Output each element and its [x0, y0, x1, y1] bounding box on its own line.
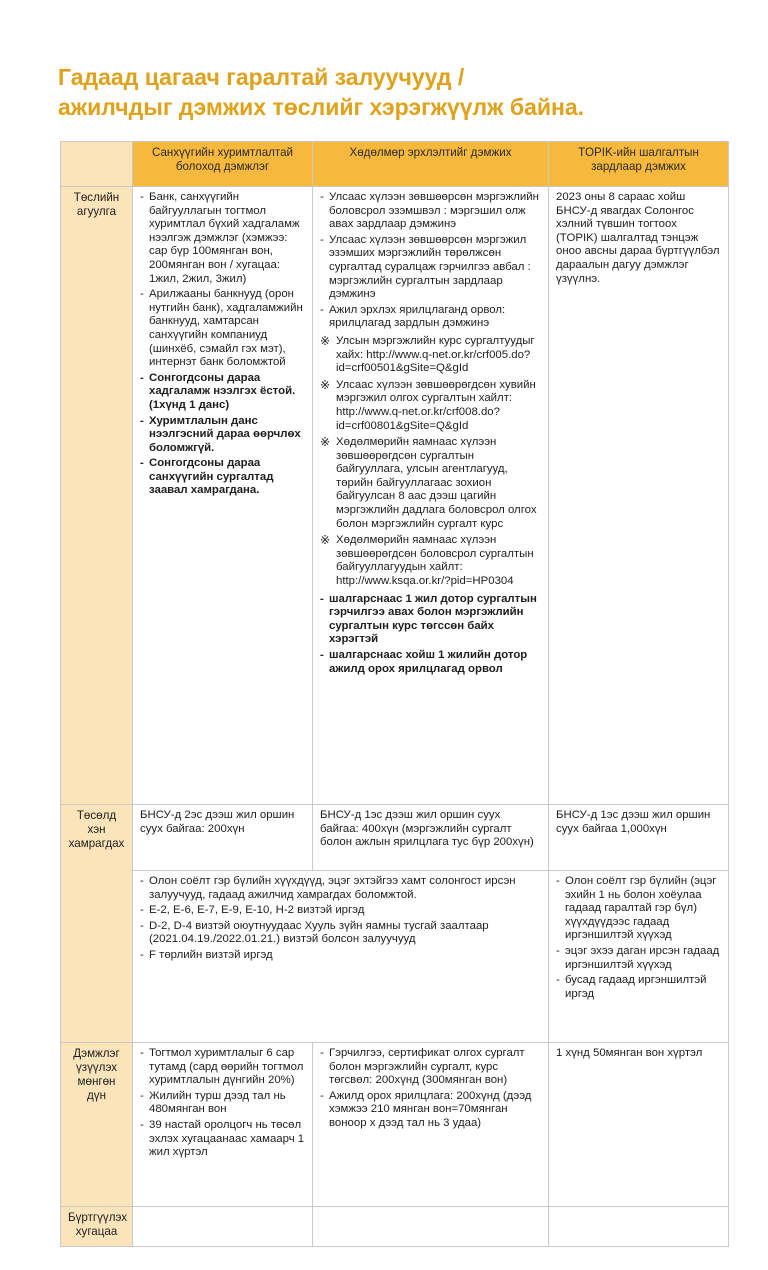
cell-amount-topik: 1 хүнд 50мянган вон хүртэл [549, 1043, 729, 1207]
cell-target-common [133, 871, 549, 1043]
row-quota [61, 805, 729, 871]
cell-content-employment [313, 187, 549, 805]
column-header-topik: TOPIK-ийн шалгалтын зардлаар дэмжих [549, 142, 729, 187]
target-topik-item: - Олон соёлт гэр бүлийн (эцэг эхийн 1 нь болон хоёулаа гадаад гаралтай гэр бүл) хүүхдүүдээс гадаад иргэншилтэй хүүхэд [556, 875, 721, 943]
amount-employment-item: - Ажилд орох ярилцлага: 200хүнд (дээд хэмжээ 210 мянган вон=70мянган воноор х дээд тал нь 3 удаа) [320, 1090, 541, 1131]
employment-conditions [320, 593, 541, 677]
cell-amount-employment [313, 1043, 549, 1207]
row-registration [61, 1207, 729, 1247]
row-label-target: Төсөлд хэн хамрагдах [61, 805, 133, 1043]
cell-registration-topik [549, 1207, 729, 1247]
info-table [60, 141, 729, 1247]
savings-item: - Хуримтлалын данс нээлгэсний дараа өөрчлөх боломжгүй. [140, 415, 305, 456]
cell-content-topik [549, 187, 729, 805]
topik-content-text: 2023 оны 8 сараас хойш БНСУ-д явагдах Солонгос хэлний түвшин тогтоох (TOPIK) шалгалтад тэнцэж оноо авсны дараа бүртгүүлбэл дараалын дагуу дэмжлэг үзүүлнэ. [556, 191, 720, 285]
employment-item: - Улсаас хүлээн зөвшөөрсөн мэргэжлийн боловсрол эзэмшвэл : мэргэшил олж авах зардлаар дэмжинэ [320, 191, 541, 232]
employment-condition: - шалгарснаас хойш 1 жилийн дотор ажилд орох ярилцлагад орвол [320, 649, 541, 676]
employment-item: - Ажил эрхлэх ярилцлаганд орвол: ярилцлагад зардлын дэмжинэ [320, 304, 541, 331]
savings-list [140, 191, 305, 498]
page-title [58, 62, 748, 122]
target-item: - E-2, E-6, E-7, E-9, E-10, H-2 визтэй иргэд [140, 904, 541, 918]
target-item: - D-2, D-4 визтэй оюутнуудаас Хууль зүйн яамны тусгай заалтаар (2021.04.19./2022.01.21.) визтэй болсон залуучууд [140, 920, 541, 947]
employment-item: - Улсаас хүлээн зөвшөөрсөн мэргэжил эзэмших мэргэжлийн төрөлжсөн сургалтад суралцаж гэрчилгээ авбал : мэргэжлийн сургалтын зардлаар дэмжинэ [320, 234, 541, 302]
cell-registration-savings [133, 1207, 313, 1247]
row-label-registration: Бүртгүүлэх хугацаа [61, 1207, 133, 1247]
savings-item: - Сонгогдсоны дараа хадгаламж нээлгэх ёстой. (1хүнд 1 данс) [140, 372, 305, 413]
row-amount [61, 1043, 729, 1207]
column-header-employment: Хөдөлмөр эрхлэлтийг дэмжих [313, 142, 549, 187]
amount-savings-item: - 39 настай оролцогч нь төсөл эхлэх хугацаанаас хамаарч 1 жил хүртэл [140, 1119, 305, 1160]
target-topik-item: - бусад гадаад иргэншилтэй иргэд [556, 974, 721, 1001]
employment-list [320, 191, 541, 331]
employment-note: ※ Улсын мэргэжлийн курс сургалтуудыг хайх: http://www.q-net.or.kr/crf005.do?id=crf00501&gSite=Q&gId [320, 335, 541, 376]
employment-note: ※ Улсаас хүлээн зөвшөөрөгдсөн хувийн мэргэжил олгох сургалтын хайлт: http://www.q-net.or.kr/crf008.do?id=crf00801&gSite=Q&gId [320, 379, 541, 433]
target-list [140, 875, 541, 963]
employment-condition: - шалгарснаас 1 жил дотор сургалтын гэрчилгээ авах болон мэргэжлийн сургалтын курс төгссөн байх хэрэгтэй [320, 593, 541, 647]
header-row [61, 142, 729, 187]
cell-target-topik [549, 871, 729, 1043]
cell-content-savings [133, 187, 313, 805]
target-item: - Олон соёлт гэр бүлийн хүүхдүүд, эцэг эхтэйгээ хамт солонгост ирсэн залуучууд, гадаад ажилчид хамрагдах боломжтой. [140, 875, 541, 902]
header-corner [61, 142, 133, 187]
employment-note: ※ Хөдөлмөрийн яамнаас хүлээн зөвшөөрөгдсөн сургалтын байгууллага, улсын агентлагууд, төрийн байгууллагаас зохион байгуулсан 8 аас дээш цагийн мэргэжлийн дадлага боловсрол олгох болон мэргэжлийн сургалт курс [320, 436, 541, 531]
amount-savings-item: - Жилийн турш дээд тал нь 480мянган вон [140, 1090, 305, 1117]
employment-notes [320, 335, 541, 589]
savings-item: - Банк, санхүүгийн байгууллагын тогтмол хуримтлал бүхий хадгаламж нээлгэж дэмжлэг (хэмжээ: сар бүр 100мянган вон, 200мянган вон / хугацаа: 1жил, 2жил, 3жил) [140, 191, 305, 286]
amount-savings-item: - Тогтмол хуримтлалыг 6 сар тутамд (сард өөрийн тогтмол хуримтлалын дүнгийн 20%) [140, 1047, 305, 1088]
cell-quota-topik: БНСУ-д 1эс дээш жил оршин суух байгаа 1,000хүн [549, 805, 729, 871]
cell-quota-employment: БНСУ-д 1эс дээш жил оршин суух байгаа: 400хүн (мэргэжлийн сургалт болон ажлын ярилцлага тус бүр 200хүн) [313, 805, 549, 871]
amount-employment-item: - Гэрчилгээ, сертификат олгох сургалт болон мэргэжлийн сургалт, курс төгсвөл: 200хүнд (300мянган вон) [320, 1047, 541, 1088]
amount-employment-list [320, 1047, 541, 1131]
savings-item: - Сонгогдсоны дараа санхүүгийн сургалтад заавал хамрагдана. [140, 457, 305, 498]
savings-item: - Арилжааны банкнууд (орон нутгийн банк), хадгаламжийн банкнууд, хамтарсан санхүүгийн компаниуд (шинхёб, сэмайл гэх мэт), интернэт банк боломжтой [140, 288, 305, 370]
row-label-content: Төслийн агуулга [61, 187, 133, 805]
amount-savings-list [140, 1047, 305, 1160]
target-item: - F төрлийн визтэй иргэд [140, 949, 541, 963]
row-label-amount: Дэмжлэг үзүүлэх мөнгөн дүн [61, 1043, 133, 1207]
page-title-line-2: ажилчдыг дэмжих төслийг хэрэгжүүлж байна. [58, 94, 585, 120]
target-topik-list [556, 875, 721, 1001]
page-title-line-1: Гадаад цагаач гаралтай залуучууд / [58, 64, 465, 90]
row-content [61, 187, 729, 805]
employment-note: ※ Хөдөлмөрийн яамнаас хүлээн зөвшөөрөгдсөн боловсрол сургалтын байгууллагуудын хайлт: http://www.ksqa.or.kr/?pid=HP0304 [320, 534, 541, 588]
column-header-savings: Санхүүгийн хуримтлалтай болоход дэмжлэг [133, 142, 313, 187]
cell-amount-savings [133, 1043, 313, 1207]
cell-registration-employment [313, 1207, 549, 1247]
target-topik-item: - эцэг эхээ даган ирсэн гадаад иргэншилтэй хүүхэд [556, 945, 721, 972]
row-target [61, 871, 729, 1043]
cell-quota-savings: БНСУ-д 2эс дээш жил оршин суух байгаа: 200хүн [133, 805, 313, 871]
